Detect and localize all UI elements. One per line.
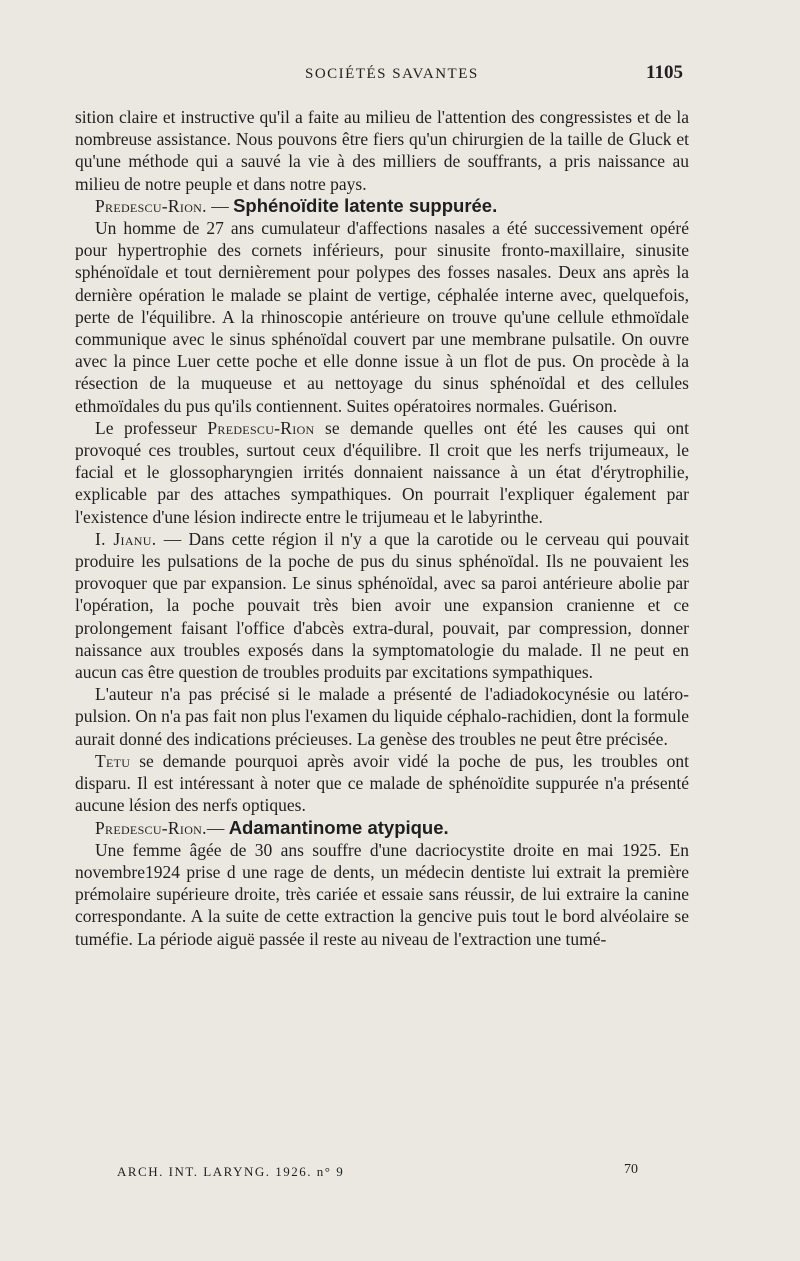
section-heading-adamantinome — [75, 817, 689, 839]
heading-dash: — — [206, 817, 229, 838]
paragraph-body: se demande quelles ont été les causes qui ont provoqué ces troubles, surtout ceux d'équilibre. Il croit que les nerfs trijumeaux, le facial et le glossopharyngien irrités donnaient naissance à un état d'érytrophilie, explicable par des attaches sympathiques. On pourrait l'expliquer également par l'existence d'une lésion indirecte entre le trijumeau et le labyrinthe. — [75, 417, 689, 527]
paragraph-case-report: Un homme de 27 ans cumulateur d'affections nasales a été successivement opéré pour hypertrophie des cornets inférieurs, pour sinusite fronto-maxillaire, sinusite sphénoïdale et tout dernièrement pour polypes des fosses nasales. Deux ans après la dernière opération le malade se plaint de vertige, céphalée interne avec, quelquefois, perte de l'équilibre. A la rhinoscopie antérieure on trouve qu'une cellule ethmoïdale communique avec le sinus sphénoïdal couvert par une membrane pulsatile. On ouvre avec la pince Luer cette poche et elle donne issue à un flot de pus. On procède à la résection de la muqueuse et au nettoyage du sinus sphénoïdal et des cellules ethmoïdales du pus qu'ils contiennent. Suites opératoires normales. Guérison. — [75, 218, 689, 416]
speaker-name: I. Jianu. — [95, 528, 157, 549]
running-title: SOCIÉTÉS SAVANTES — [305, 66, 479, 82]
paragraph-jianu-discussion — [75, 528, 689, 683]
heading-title: Adamantinome atypique. — [228, 816, 449, 838]
paragraph-case-report: Une femme âgée de 30 ans souffre d'une dacriocystite droite en mai 1925. En novembre1924 prise d une rage de dents, un médecin dentiste lui extrait la première prémolaire supérieure droite, très cariée et essaie sans réussir, de lui extraire la canine correspondante. A la suite de cette extraction la gencive puis tout le bord alvéolaire se tuméfie. La période aiguë passée il reste au niveau de l'extraction une tumé- — [75, 839, 689, 949]
page-footer — [0, 1162, 800, 1182]
running-head — [0, 62, 800, 86]
heading-dash: — — [206, 195, 234, 216]
paragraph-continuation: sition claire et instructive qu'il a faite au milieu de l'attention des congressistes et de la nombreuse assistance. Nous pouvons être fiers qu'un chirurgien de la taille de Gluck et qu'une méthode qui a sauvé la vie à des milliers de souffrants, a pris naissance au milieu de notre peuple et dans notre pays. — [75, 107, 689, 194]
section-heading-sphenoidite — [75, 195, 689, 217]
heading-title: Sphénoïdite latente suppurée. — [233, 194, 498, 216]
paragraph-lead: Le professeur — [95, 417, 208, 438]
heading-author: Predescu-Rion. — [95, 817, 207, 838]
paragraph-predescu-rion-discussion — [75, 417, 689, 528]
heading-author: Predescu-Rion. — [95, 195, 207, 216]
journal-reference: ARCH. INT. LARYNG. 1926. n° 9 — [117, 1164, 345, 1179]
paragraph-body: se demande pourquoi après avoir vidé la poche de pus, les troubles ont disparu. Il est intéressant à noter que ce malade de sphénoïdite suppurée n'a présenté aucune lésion des nerfs optiques. — [75, 750, 689, 816]
signature-mark: 70 — [624, 1162, 638, 1177]
paragraph-author-remarks: L'auteur n'a pas précisé si le malade a présenté de l'adiadokocynésie ou latéro-pulsion. On n'a pas fait non plus l'examen du liquide céphalo-rachidien, dont la formule aurait donné des indications précieuses. La genèse des troubles ne peut être précisée. — [75, 684, 689, 749]
page-number: 1105 — [646, 62, 683, 83]
speaker-name: Tetu — [95, 750, 131, 771]
paragraph-tetu-discussion — [75, 750, 689, 817]
speaker-name: Predescu-Rion — [207, 417, 315, 438]
paragraph-body: — Dans cette région il n'y a que la carotide ou le cerveau qui pouvait produire les pulsations de la poche de pus du sinus sphénoïdal. Ils ne pouvaient les provoquer que par expansion. Le sinus sphénoïdal, avec sa paroi antérieure abolie par l'opération, la poche pouvait très bien avoir une expansion cranienne et ce prolongement faisant l'office d'abcès extra-dural, pouvait, par compression, donner naissance aux troubles exposés dans la symptomatologie du malade. Il ne peut en aucun cas être question de troubles produits par excitations sympathiques. — [75, 528, 689, 683]
body-text — [75, 106, 689, 950]
